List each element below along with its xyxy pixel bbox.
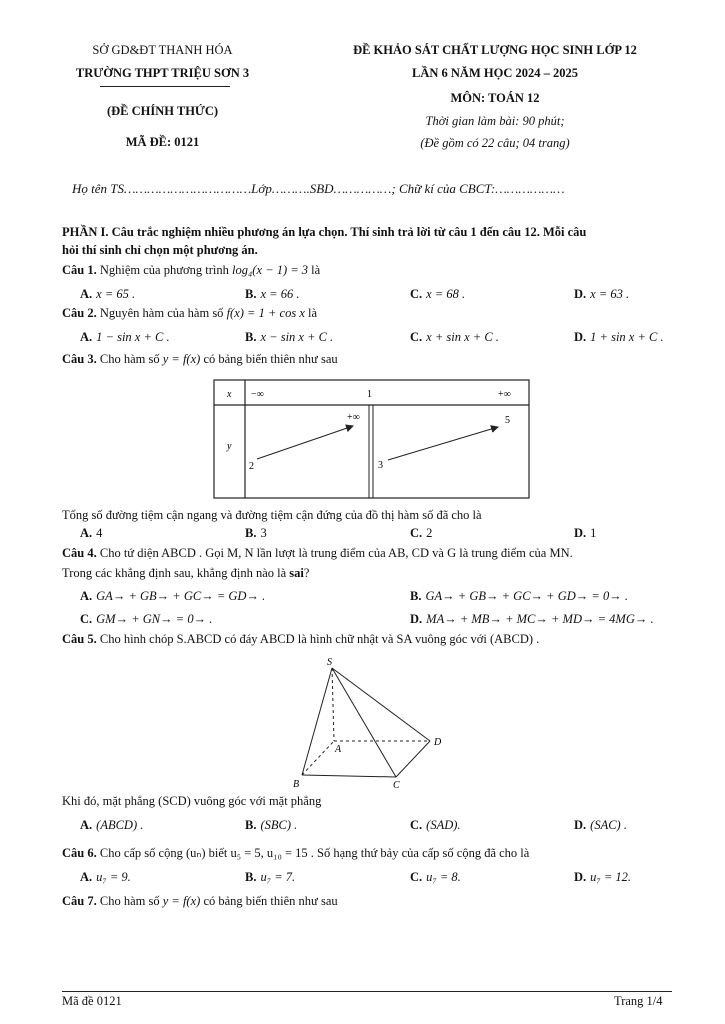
q5-question: Khi đó, mặt phẳng (SCD) vuông góc với mặt phẳng — [62, 794, 322, 808]
exam-title: ĐỀ KHẢO SÁT CHẤT LƯỢNG HỌC SINH LỚP 12 — [353, 43, 637, 57]
q6-option-c: C. u₇ = 8. — [410, 870, 461, 884]
pyramid-figure — [290, 655, 450, 795]
exam-code: MÃ ĐỀ: 0121 — [125, 135, 200, 149]
edge-sa-hidden — [332, 668, 334, 741]
q4-stem: Câu 4. Cho tứ diện ABCD . Gọi M, N lần lượt là trung điểm của AB, CD và G là trung điểm của MN. — [62, 546, 573, 560]
q4-option-a: A. GA→ + GB→ + GC→ = GD→ . — [80, 589, 266, 603]
exam-subject: MÔN: TOÁN 12 — [450, 91, 540, 105]
q4-option-d: D. MA→ + MB→ + MC→ + MD→ = 4MG→ . — [410, 612, 654, 626]
table-y-right-high: 5 — [505, 415, 510, 426]
q3-option-d: D. 1 — [574, 526, 597, 540]
q2-option-d: D. 1 + sin x + C . — [574, 330, 664, 344]
q3-option-a: A. 4 — [80, 526, 103, 540]
q4-option-b: B. GA→ + GB→ + GC→ + GD→ = 0→ . — [410, 589, 628, 603]
table-y-left-low: 2 — [249, 461, 254, 472]
vertex-s-label: S — [327, 657, 332, 668]
q1-option-a: A. x = 65 . — [80, 287, 136, 301]
edge-bc — [302, 775, 396, 777]
q1-stem: Câu 1. Nghiệm của phương trình log₄(x − 1) = 3 là — [62, 263, 321, 277]
table-y-label: y — [227, 441, 232, 452]
vertex-c-label: C — [393, 780, 400, 791]
q6-stem: Câu 6. Cho cấp số cộng (uₙ) biết u₅ = 5, u₁₀ = 15 . Số hạng thứ bảy của cấp số cộng đã cho là — [62, 846, 530, 860]
variation-table — [213, 379, 530, 499]
official-label: (ĐỀ CHÍNH THỨC) — [106, 104, 219, 118]
edge-cd — [396, 741, 430, 777]
exam-time: Thời gian làm bài: 90 phút; — [425, 114, 565, 128]
q4-stem-cont: Trong các khẳng định sau, khẳng định nào là sai? — [62, 566, 310, 580]
vertex-b-label: B — [293, 779, 300, 790]
q1-option-b: B. x = 66 . — [245, 287, 300, 301]
edge-sd — [332, 668, 430, 741]
table-x-mid: 1 — [367, 389, 372, 400]
q6-option-b: B. u₇ = 7. — [245, 870, 296, 884]
q5-option-c: C. (SAD). — [410, 818, 461, 832]
q3-stem: Câu 3. Cho hàm số y = f(x) có bảng biến thiên như sau — [62, 352, 338, 366]
q4-option-c: C. GM→ + GN→ = 0→ . — [80, 612, 213, 626]
part1-title: PHẦN I. Câu trắc nghiệm nhiều phương án lựa chọn. Thí sinh trả lời từ câu 1 đến câu 12. Mỗi câu — [62, 225, 587, 239]
q2-option-a: A. 1 − sin x + C . — [80, 330, 170, 344]
q3-option-b: B. 3 — [245, 526, 267, 540]
q1-option-c: C. x = 68 . — [410, 287, 466, 301]
exam-round: LẦN 6 NĂM HỌC 2024 – 2025 — [412, 66, 578, 80]
footer-page-number: Trang 1/4 — [614, 994, 663, 1008]
q3-option-c: C. 2 — [410, 526, 433, 540]
q5-option-d: D. (SAC) . — [574, 818, 627, 832]
vertex-a-label: A — [335, 744, 342, 755]
q7-stem: Câu 7. Cho hàm số y = f(x) có bảng biến thiên như sau — [62, 894, 338, 908]
department-name: SỞ GD&ĐT THANH HÓA — [92, 43, 233, 57]
q2-stem: Câu 2. Nguyên hàm của hàm số f(x) = 1 + cos x là — [62, 306, 318, 320]
q6-option-a: A. u₇ = 9. — [80, 870, 131, 884]
q2-option-b: B. x − sin x + C . — [245, 330, 334, 344]
q5-option-b: B. (SBC) . — [245, 818, 298, 832]
school-name: TRƯỜNG THPT TRIỆU SƠN 3 — [75, 66, 250, 80]
q5-option-a: A. (ABCD) . — [80, 818, 144, 832]
footer-rule — [62, 991, 672, 992]
school-underline — [100, 86, 230, 87]
exam-pages: (Đề gồm có 22 câu; 04 trang) — [420, 136, 570, 150]
student-info-line: Họ tên TS……………………………Lớp……….SBD……………; Chữ kí của CBCT:……………… — [72, 181, 565, 196]
edge-sb — [302, 668, 332, 775]
table-x-left: −∞ — [251, 389, 264, 400]
q6-option-d: D. u₇ = 12. — [574, 870, 632, 884]
part1-title-cont: hỏi thí sinh chỉ chọn một phương án. — [62, 243, 258, 257]
vertex-d-label: D — [434, 737, 442, 748]
edge-sc — [332, 668, 396, 777]
q2-option-c: C. x + sin x + C . — [410, 330, 499, 344]
table-y-left-high: +∞ — [347, 412, 360, 423]
q5-stem: Câu 5. Cho hình chóp S.ABCD có đáy ABCD là hình chữ nhật và SA vuông góc với (ABCD) . — [62, 632, 540, 646]
table-x-right: +∞ — [498, 389, 511, 400]
q3-question: Tổng số đường tiệm cận ngang và đường tiệm cận đứng của đồ thị hàm số đã cho là — [62, 508, 482, 522]
table-y-right-low: 3 — [378, 460, 383, 471]
table-x-label: x — [227, 389, 232, 400]
q1-option-d: D. x = 63 . — [574, 287, 630, 301]
footer-exam-code: Mã đề 0121 — [62, 994, 122, 1008]
